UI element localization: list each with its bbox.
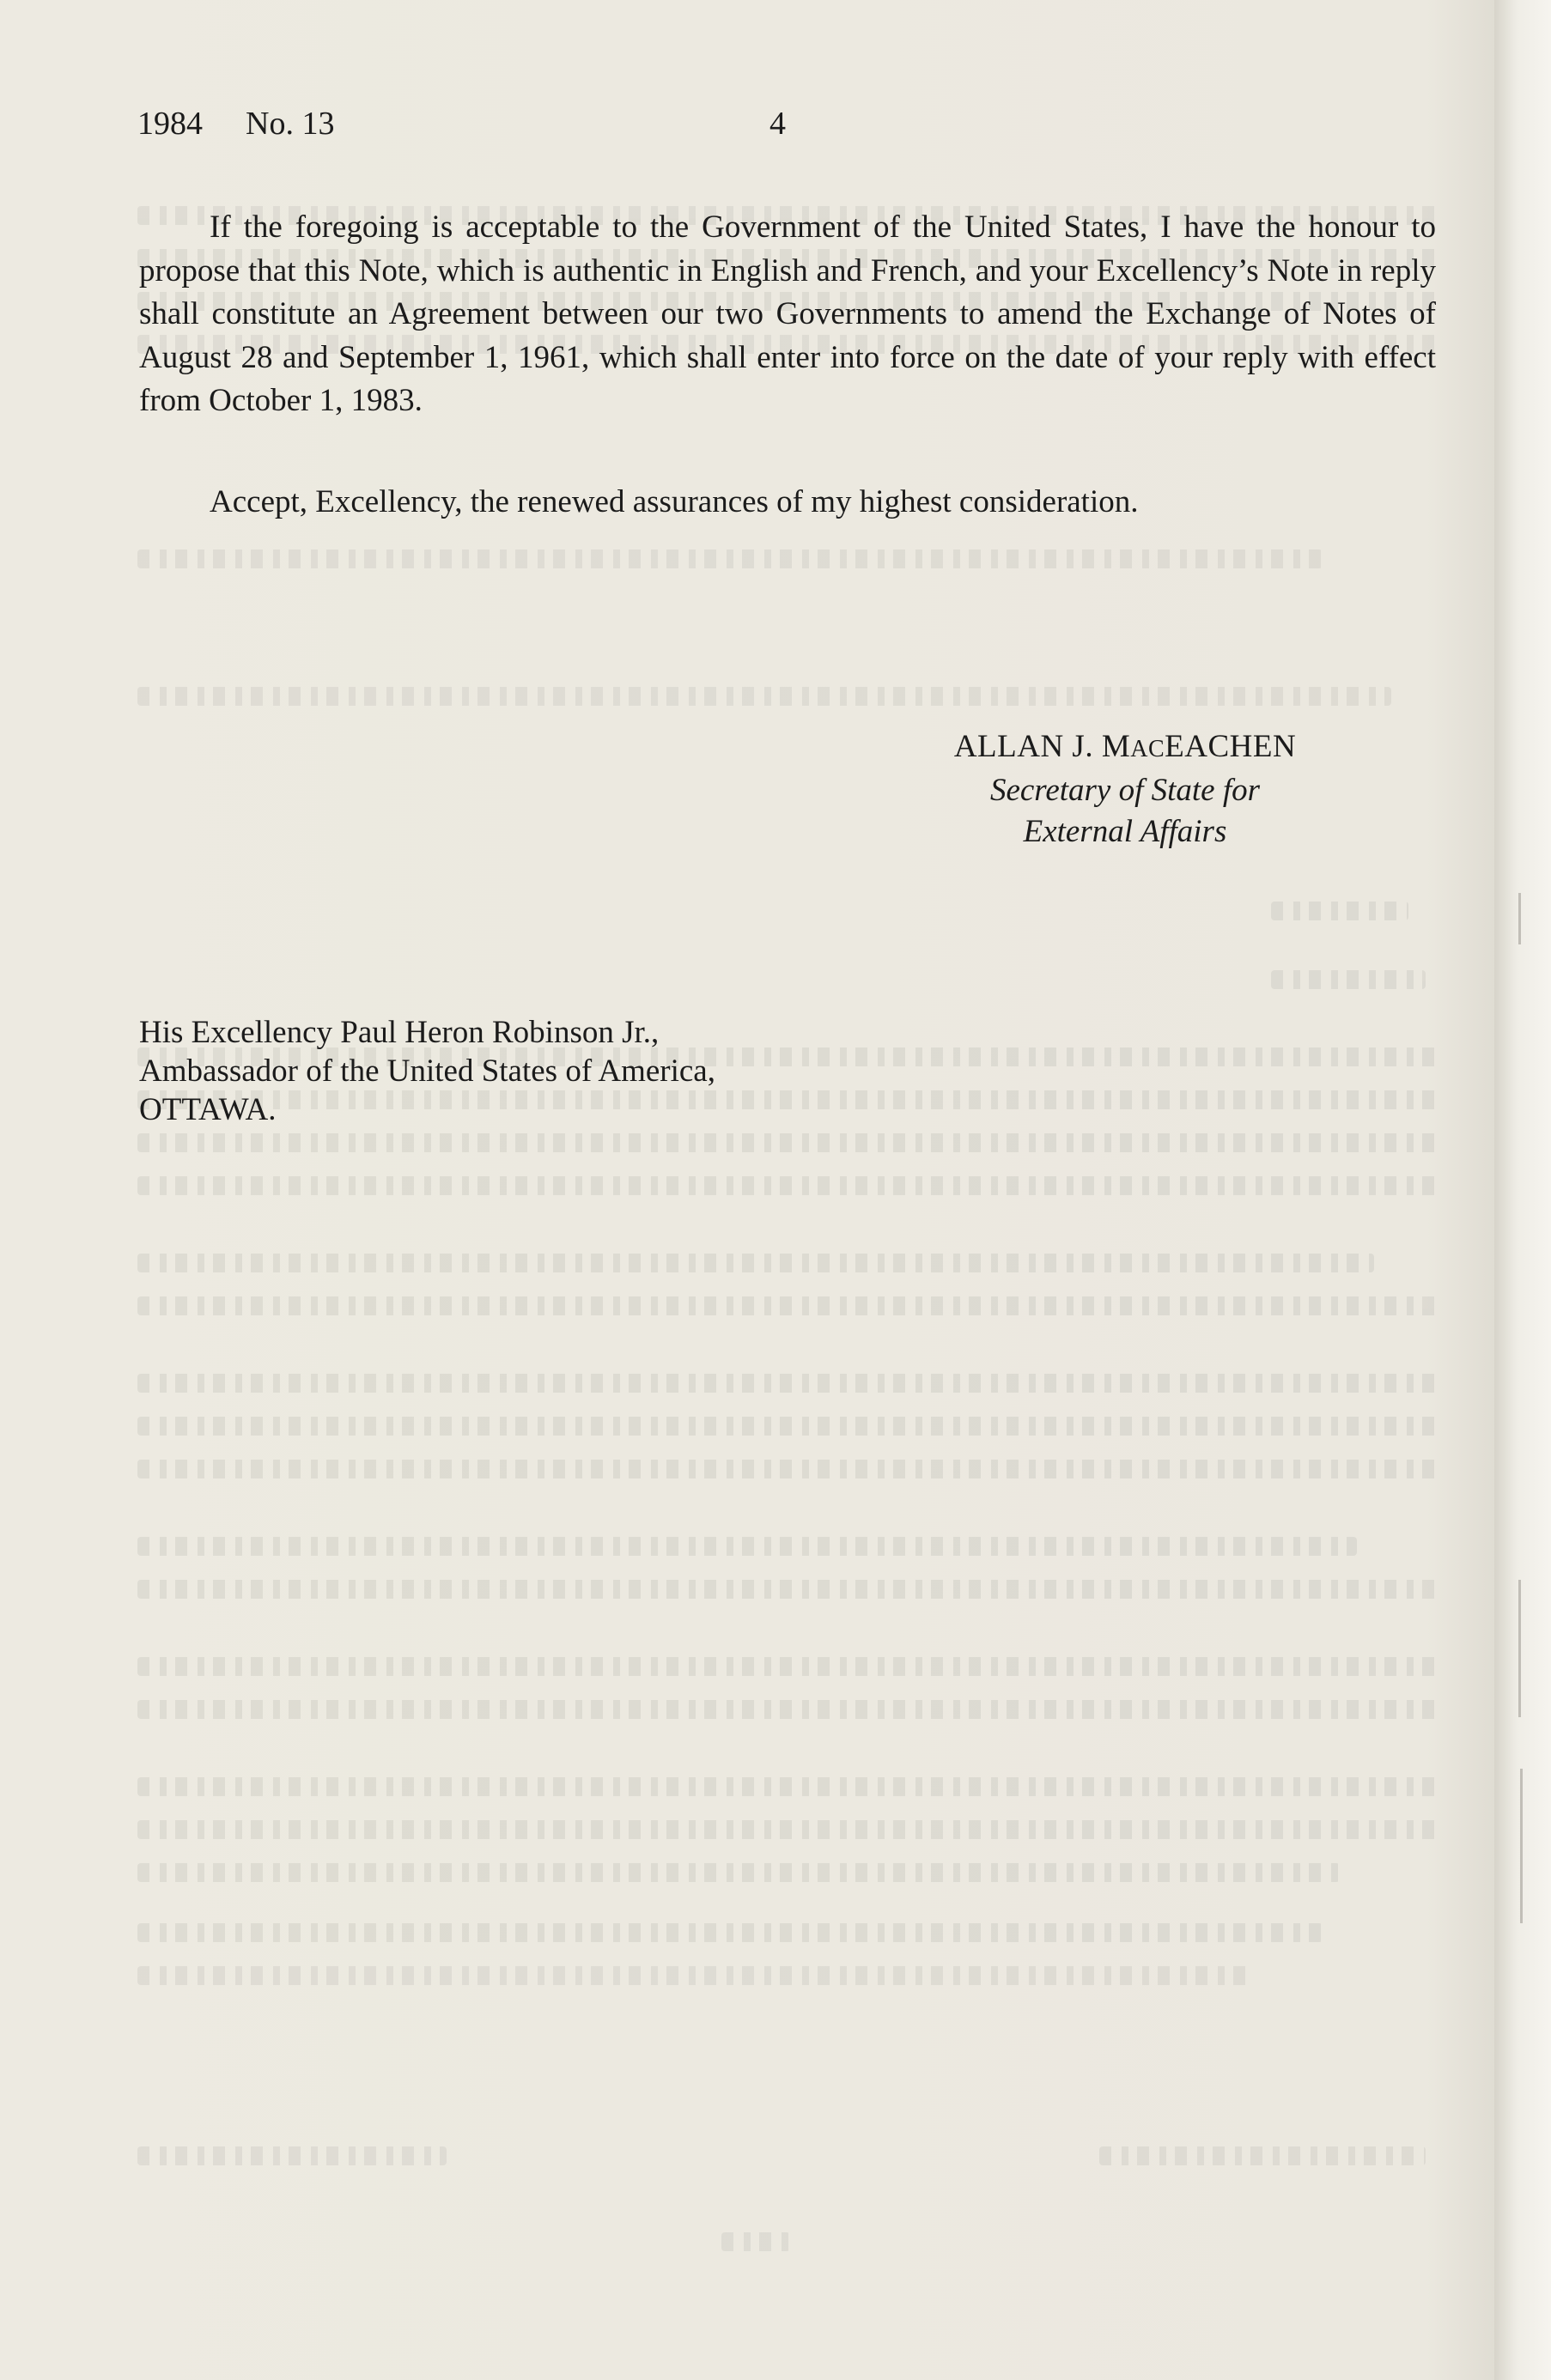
signatory-name-smallcaps: AC [1130,736,1165,762]
signatory-title-line: Secretary of State for [989,773,1261,808]
signatory-name-part: ALLAN J. M [953,729,1131,764]
header-number: No. 13 [246,106,335,142]
signature-block [859,726,1391,853]
addressee-line: OTTAWA. [139,1092,277,1127]
signatory-name [859,726,1391,770]
paragraph-proposal: If the foregoing is acceptable to the Government of the United States, I have the honour to propose that this Note, which is authentic in English and French, and your Excellency’s Note in reply shall constitute an Agreement between our two Governments to amend the Exchange of Notes of August 28 and September 1, 1961, which shall enter into force on the date of your reply with effect from October 1, 1983. [139,209,1436,418]
paragraph-closing: Accept, Excellency, the renewed assurances of my highest consideration. [210,484,1139,519]
scan-mark [1518,893,1521,944]
page-gutter [1494,0,1551,2380]
addressee-block [139,1013,998,1129]
header-year: 1984 [137,106,203,142]
scan-mark [1520,1769,1523,1923]
scan-mark [1518,1580,1521,1717]
signatory-title-line: External Affairs [1023,814,1227,849]
addressee-line: His Excellency Paul Heron Robinson Jr., [139,1015,660,1050]
addressee-line: Ambassador of the United States of America, [139,1053,715,1089]
signatory-name-part: EACHEN [1165,729,1297,764]
page-number: 4 [769,106,786,142]
